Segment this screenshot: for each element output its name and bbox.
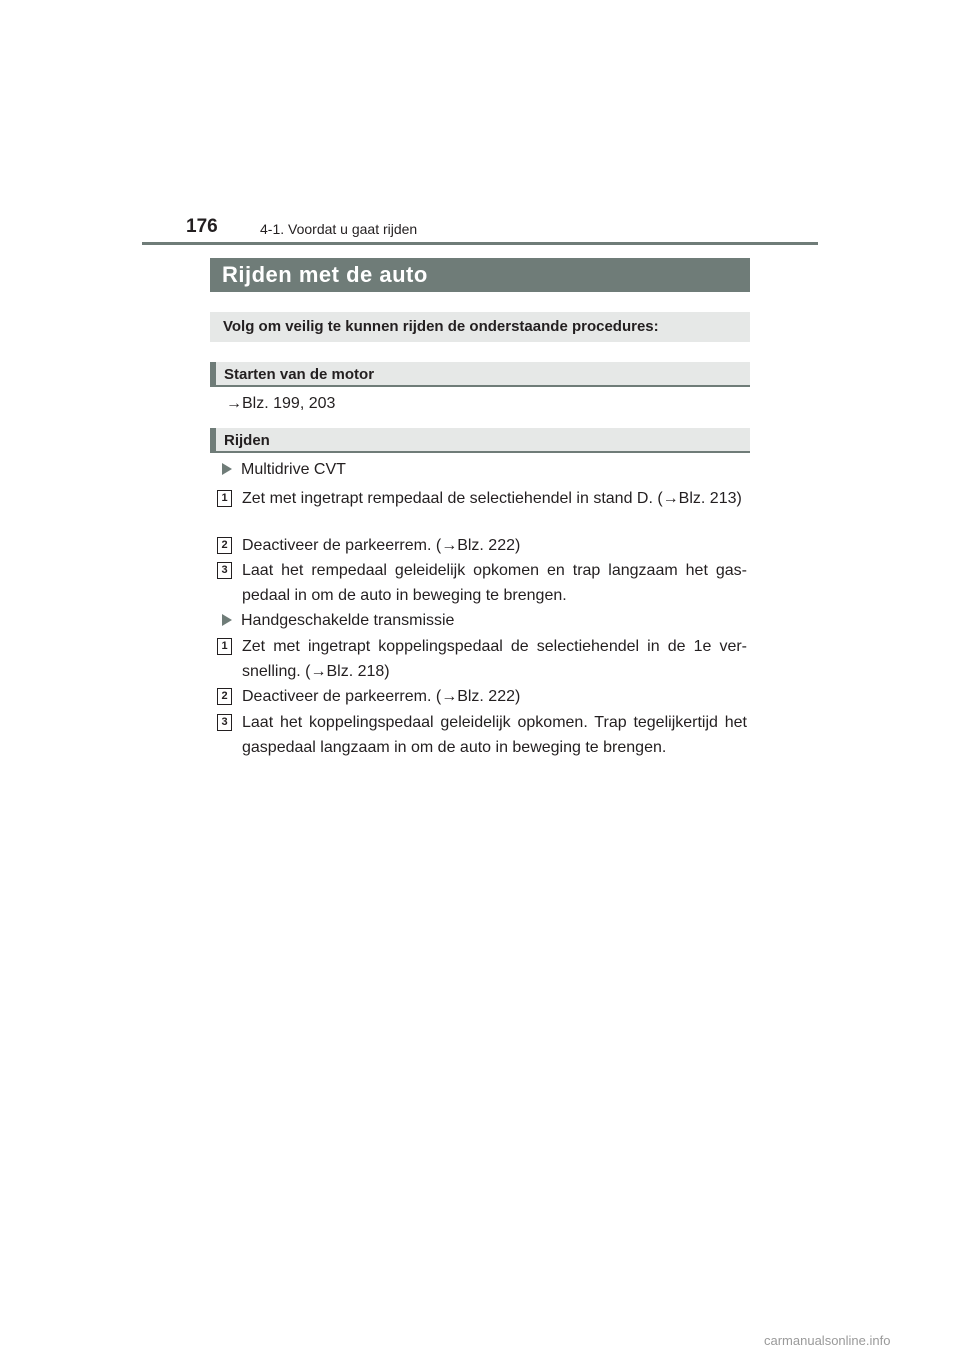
section-label: 4-1. Voordat u gaat rijden	[260, 221, 418, 237]
group-label-cvt	[222, 458, 346, 482]
header-divider	[142, 242, 818, 245]
step-number-badge: 3	[217, 562, 232, 579]
step-text: Deactiveer de parkeerrem. (→Blz. 222)	[242, 537, 521, 554]
triangle-bullet-icon	[222, 463, 232, 475]
step-number-badge: 1	[217, 490, 232, 507]
step-text: Deactiveer de parkeerrem. (→Blz. 222)	[242, 688, 521, 705]
starting-heading: Starten van de motor	[210, 362, 750, 387]
step-number-badge: 1	[217, 638, 232, 655]
step-text: Laat het rempedaal geleidelijk opkomen en trap langzaam het gas-pedaal in om de auto in beweging te brengen.	[242, 562, 747, 604]
watermark: carmanualsonline.info	[764, 1333, 891, 1348]
page-title: Rijden met de auto	[210, 258, 750, 292]
step-text: Zet met ingetrapt koppelingspedaal de selectiehendel in de 1e ver-snelling. (→Blz. 218)	[242, 638, 747, 680]
step-number-badge: 2	[217, 537, 232, 554]
group-label-text: Handgeschakelde transmissie	[241, 612, 455, 629]
intro-text: Volg om veilig te kunnen rijden de onderstaande procedures:	[210, 312, 750, 342]
group-label-text: Multidrive CVT	[241, 461, 346, 478]
page-number: 176	[186, 216, 218, 237]
starting-reference: →Blz. 199, 203	[226, 395, 336, 412]
driving-heading: Rijden	[210, 428, 750, 453]
group-label-manual	[222, 609, 454, 633]
step-text: Zet met ingetrapt rempedaal de selectiehendel in stand D. (→Blz. 213)	[242, 490, 742, 507]
step-number-badge: 2	[217, 688, 232, 705]
step-text: Laat het koppelingspedaal geleidelijk opkomen. Trap tegelijkertijd het gaspedaal langzaam in om de auto in beweging te brengen.	[242, 714, 747, 756]
step-number-badge: 3	[217, 714, 232, 731]
triangle-bullet-icon	[222, 614, 232, 626]
